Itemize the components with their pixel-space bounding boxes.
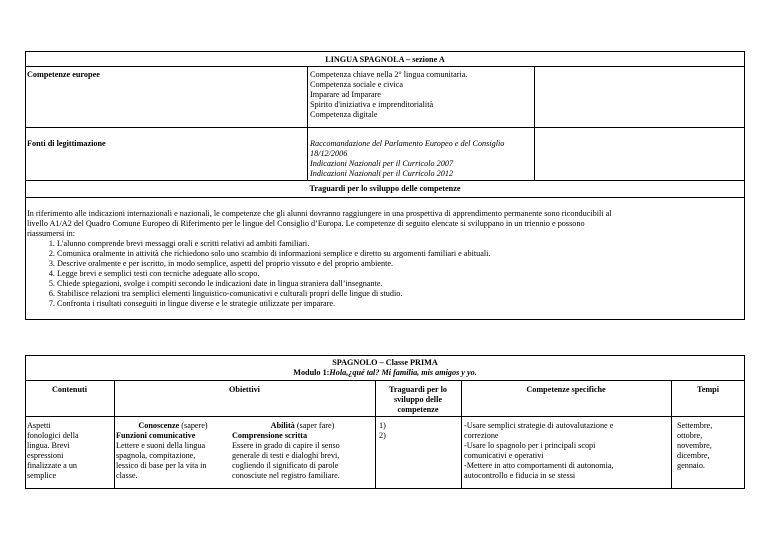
competenza-item: Competenza digitale [310, 110, 378, 119]
conoscenze-subheading: Funzioni comunicative [116, 431, 196, 440]
contenuti-cell: Aspetti fonologici della lingua. Brevi espressioni finalizzate a un semplice [27, 421, 79, 480]
competenza-item: Competenza chiave nella 2° lingua comunitaria. [310, 70, 468, 79]
section-title: LINGUA SPAGNOLA – sezione A [325, 55, 445, 64]
competenza-item: Competenza sociale e civica [310, 80, 403, 89]
header-traguardi: Traguardi per lo sviluppo delle competenze [389, 385, 447, 414]
traguardi-list [27, 239, 743, 309]
traguardo-item: 1. L'alunno comprende brevi messaggi orali e scritti relativi ad ambiti familiari. [57, 239, 743, 249]
traguardo-item: 2. Comunica oralmente in attività che richiedono solo uno scambio di informazioni semplice e diretto su argomenti familiari e abituali. [57, 249, 743, 259]
module-prefix: Modulo 1: [293, 368, 330, 377]
fonte-item: Indicazioni Nazionali per il Curricolo 2007 [310, 159, 454, 168]
classe-title: SPAGNOLO – Classe PRIMA [332, 358, 438, 367]
intro-line: In riferimento alle indicazioni internazionali e nazionali, le competenze che gli alunni dovranno raggiungere in una prospettiva di apprendimento permanente sono riconducibili al [27, 209, 612, 218]
competenze-europee-list [310, 70, 532, 120]
intro-line: livello A1/A2 del Quadro Comune Europeo di Riferimento per le lingue del Consiglio d’Europa. Le competenze di seguito elencate si sviluppano in un triennio e possono [27, 219, 585, 228]
conoscenze-heading: Conoscenze (sapere) [138, 421, 208, 430]
header-tempi: Tempi [697, 385, 719, 394]
fonti-list [310, 139, 534, 179]
competenza-item: Spirito d'iniziativa e imprenditorialità [310, 100, 434, 109]
intro-line: riassumersi in: [27, 229, 75, 238]
competenza-item: Imparare ad Imparare [310, 90, 381, 99]
traguardo-item: 3. Descrive oralmente e per iscritto, in modo semplice, aspetti del proprio vissuto e del proprio ambiente. [57, 259, 743, 269]
traguardi-body [27, 209, 743, 309]
abilita-cell: Abilità (saper fare) Comprensione scritta Essere in grado di capire il senso generale di testi e dialoghi brevi, cogliendo il significato di parole conosciute nel registro familiare. [232, 421, 373, 489]
header-competenze: Competenze specifiche [526, 385, 606, 394]
fonte-item: 18/12/2006 [310, 149, 348, 158]
header-contenuti: Contenuti [51, 385, 88, 394]
traguardo-item: 4. Legge brevi e semplici testi con tecniche adeguate allo scopo. [57, 269, 743, 279]
abilita-subheading: Comprensione scritta [232, 431, 308, 440]
competenze-specifiche-cell: -Usare semplici strategie di autovalutazione e correzione -Usare lo spagnolo per i principali scopi comunicativi e operativi -Mettere in atto comportamenti di autonomia, autocontrollo e fiducia in se stessi [464, 421, 614, 480]
module-name: Hola,¿qué tal? Mi familia, mis amigos y yo. [329, 368, 477, 377]
fonte-item: Raccomandazione del Parlamento Europeo e del Consiglio [310, 139, 505, 148]
tempi-cell: Settembre, ottobre, novembre, dicembre, gennaio. [677, 421, 713, 470]
competenze-europee-label: Competenze europee [27, 70, 100, 79]
conoscenze-cell: Conoscenze (sapere) Funzioni comunicative Lettere e suoni della lingua spagnola, compitazione, lessico di base per la vita in classe. [116, 421, 230, 489]
fonti-label: Fonti di legittimazione [27, 139, 106, 148]
traguardi-title: Traguardi per lo sviluppo delle competenze [309, 184, 461, 193]
fonte-item: Indicazioni Nazionali per il Curricolo 2012 [310, 169, 454, 178]
traguardi-refs-cell: 1) 2) [379, 421, 386, 440]
module-title [25, 368, 745, 378]
abilita-heading: Abilità (saper fare) [270, 421, 335, 430]
traguardo-item: 6. Stabilisce relazioni tra semplici elementi linguistico-comunicativi e culturali propri delle lingue di studio. [57, 289, 743, 299]
traguardo-item: 7. Confronta i risultati conseguiti in lingue diverse e le strategie utilizzate per imparare. [57, 299, 743, 309]
header-obiettivi: Obiettivi [229, 385, 260, 394]
traguardo-item: 5. Chiede spiegazioni, svolge i compiti secondo le indicazioni date in lingua straniera dall’insegnante. [57, 279, 743, 289]
